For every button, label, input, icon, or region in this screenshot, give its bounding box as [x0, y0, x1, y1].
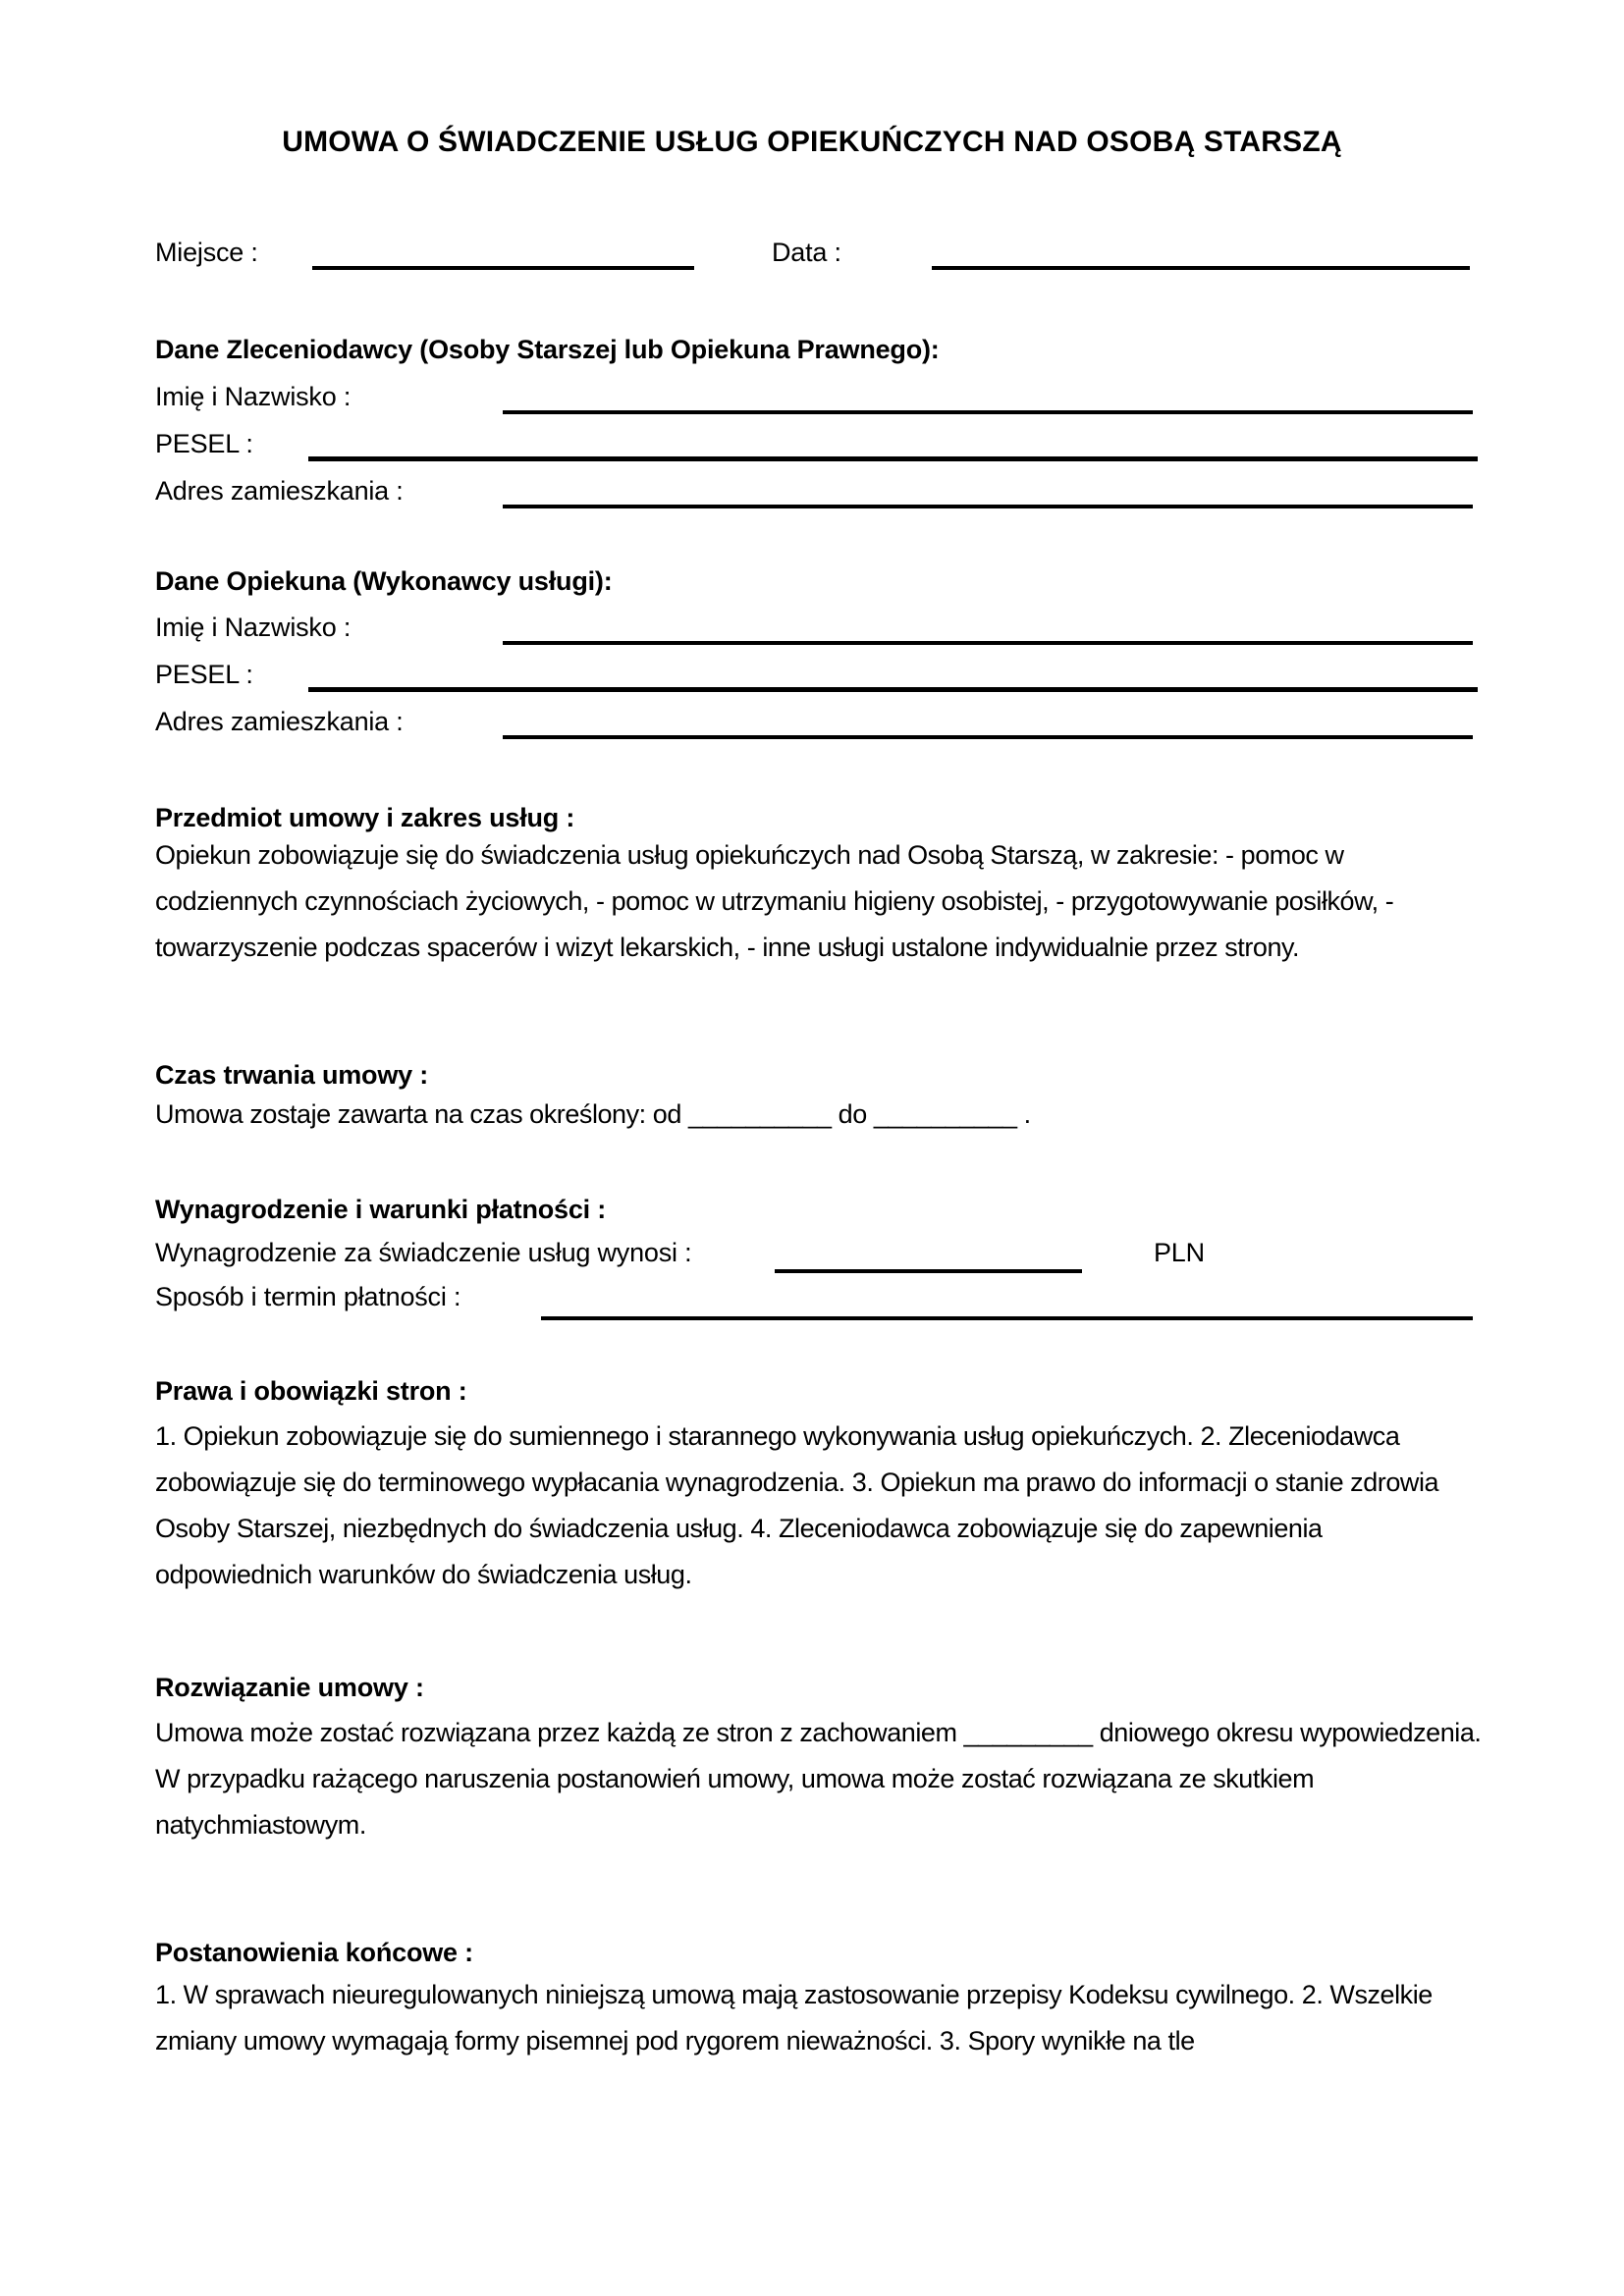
payment-method-label: Sposób i termin płatności : [155, 1282, 461, 1311]
client-pesel-label: PESEL : [155, 429, 253, 458]
final-section-heading: Postanowienia końcowe : [155, 1938, 473, 1967]
caregiver-section-heading: Dane Opiekuna (Wykonawcy usługi): [155, 566, 613, 596]
caregiver-address-fill-line [503, 735, 1473, 739]
rights-section-body: 1. Opiekun zobowiązuje się do sumiennego i starannego wykonywania usług opiekuńczych. 2. Zleceniodawca zobowiązuje się do terminowego wypłacania wynagrodzenia. 3. Opiekun ma prawo do informacji o stanie zdrowia Osoby Starszej, niezbędnych do świadczenia usług. 4. Zleceniodawca zobowiązuje się do zapewnienia odpowiednich warunków do świadczenia usług. [155, 1421, 1439, 1589]
payment-fee-fill-line [775, 1269, 1082, 1273]
caregiver-pesel-label: PESEL : [155, 660, 253, 689]
date-label: Data : [772, 238, 841, 267]
subject-section-body: Opiekun zobowiązuje się do świadczenia usług opiekuńczych nad Osobą Starszą, w zakresie: - pomoc w codziennych czynnościach życiowych, - pomoc w utrzymaniu higieny osobistej, - przygotowywanie posiłków, - towarzyszenie podczas spacerów i wizyt lekarskich, - inne usługi ustalone indywidualnie przez strony. [155, 840, 1394, 962]
termination-section-heading: Rozwiązanie umowy : [155, 1673, 424, 1702]
caregiver-name-label: Imię i Nazwisko : [155, 613, 352, 642]
payment-fee-label: Wynagrodzenie za świadczenie usług wynosi : [155, 1238, 692, 1267]
client-name-fill-line [503, 410, 1473, 414]
document-title: UMOWA O ŚWIADCZENIE USŁUG OPIEKUŃCZYCH NAD OSOBĄ STARSZĄ [282, 126, 1342, 158]
caregiver-address-label: Adres zamieszkania : [155, 707, 404, 736]
place-fill-line [312, 266, 694, 270]
duration-section-heading: Czas trwania umowy : [155, 1060, 429, 1090]
client-name-label: Imię i Nazwisko : [155, 382, 352, 411]
payment-currency-label: PLN [1154, 1238, 1205, 1267]
client-address-fill-line [503, 505, 1473, 508]
final-section-body: 1. W sprawach nieuregulowanych niniejszą umową mają zastosowanie przepisy Kodeksu cywilnego. 2. Wszelkie zmiany umowy wymagają formy pisemnej pod rygorem nieważności. 3. Spory wynikłe na tle [155, 1980, 1433, 2056]
termination-section-body: Umowa może zostać rozwiązana przez każdą ze stron z zachowaniem _________ dniowego okresu wypowiedzenia. W przypadku rażącego naruszenia postanowień umowy, umowa może zostać rozwiązana ze skutkiem natychmiastowym. [155, 1718, 1482, 1840]
place-label: Miejsce : [155, 238, 258, 267]
payment-section-heading: Wynagrodzenie i warunki płatności : [155, 1195, 607, 1224]
date-fill-line [932, 266, 1470, 270]
subject-section-heading: Przedmiot umowy i zakres usług : [155, 803, 575, 832]
client-section-heading: Dane Zleceniodawcy (Osoby Starszej lub Opiekuna Prawnego): [155, 335, 940, 364]
rights-section-heading: Prawa i obowiązki stron : [155, 1376, 467, 1406]
caregiver-name-fill-line [503, 641, 1473, 645]
client-pesel-fill-line [308, 456, 1478, 461]
client-address-label: Adres zamieszkania : [155, 476, 404, 506]
payment-method-fill-line [541, 1316, 1473, 1320]
duration-section-body: Umowa zostaje zawarta na czas określony: od __________ do __________ . [155, 1099, 1031, 1129]
caregiver-pesel-fill-line [308, 687, 1478, 692]
